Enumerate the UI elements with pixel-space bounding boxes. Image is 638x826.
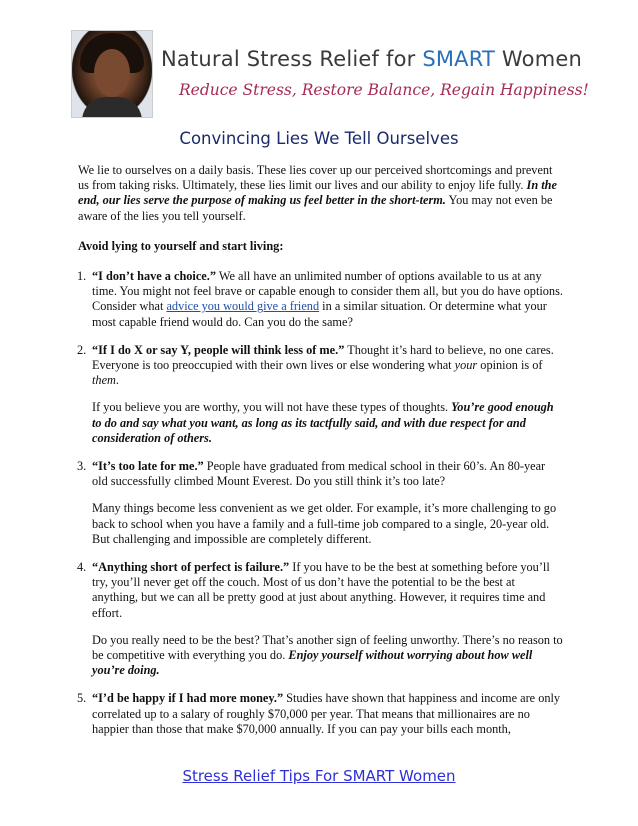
intro-paragraph: We lie to ourselves on a daily basis. These lies cover up our perceived shortcomings and prevent us from taking risks. Ultimately, these lies limit our lives and our ability to enjoy life fully. In the end, our lies serve the purpose of making us feel better in the short-term. You may not even be aware of the lies you tell yourself.: [78, 163, 557, 223]
list-number: 3.: [77, 459, 87, 474]
author-photo: [71, 30, 153, 118]
article-body: [78, 163, 563, 750]
list-number: 4.: [77, 560, 87, 575]
page-title: Convincing Lies We Tell Ourselves: [179, 129, 459, 148]
brand-title-accent: SMART: [422, 47, 496, 71]
subheading: Avoid lying to yourself and start living:: [78, 238, 284, 253]
list-number: 1.: [77, 269, 87, 284]
brand-tagline: Reduce Stress, Restore Balance, Regain Happiness!: [179, 81, 589, 99]
list-item-3: 3. “It’s too late for me.” People have graduated from medical school in their 60’s. An 80-year old successfully climbed Mount Everest. Do you still think it’s too late? Many things become less convenient as we get older. For example, it’s more challenging to go back to school when you have a family and a full-time job compared to a single, 20-year old. But challenging and impossible are completely different.: [77, 459, 557, 546]
brand-title: Natural Stress Relief for SMART Women: [161, 47, 582, 71]
list-item-5: 5. “I’d be happy if I had more money.” Studies have shown that happiness and income are only correlated up to a salary of roughly $70,000 per year. That means that millionaires are no happier than those that make $70,000 annually. If you can pay your bills each month,: [77, 691, 561, 736]
advice-link[interactable]: advice you would give a friend: [166, 299, 320, 314]
brand-header: [71, 30, 591, 118]
list-number: 2.: [77, 342, 87, 357]
list-number: 5.: [77, 691, 87, 706]
list-item-1: 1. “I don’t have a choice.” We all have an unlimited number of options available to us at any time. You might not feel brave or capable enough to consider them all, but you do have options. Consider what advice you would give a friend in a similar situation. Or determine what your most capable friend would do. Can you do the same?: [77, 269, 563, 329]
list-item-4: 4. “Anything short of perfect is failure.” If you have to be the best at something before you’ll try, you’ll never get off the couch. Most of us don’t have the potential to be the best at anything, but we can all be pretty good at just about anything. However, it requires time and effort. Do you really need to be the best? That’s another sign of feeling unworthy. There’s no reason to be competitive with everything you do. Enjoy yourself without worrying about how well you’re doing.: [77, 560, 563, 678]
list-item-2: 2. “If I do X or say Y, people will think less of me.” Thought it’s hard to believe, no one cares. Everyone is too preoccupied with their own lives or else wondering what your opinion is of them. If you believe you are worthy, you will not have these types of thoughts. You’re good enough to do and say what you want, as long as its tactfully said, and with due respect for and consideration of others.: [77, 342, 554, 445]
footer-link[interactable]: Stress Relief Tips For SMART Women: [182, 767, 456, 785]
